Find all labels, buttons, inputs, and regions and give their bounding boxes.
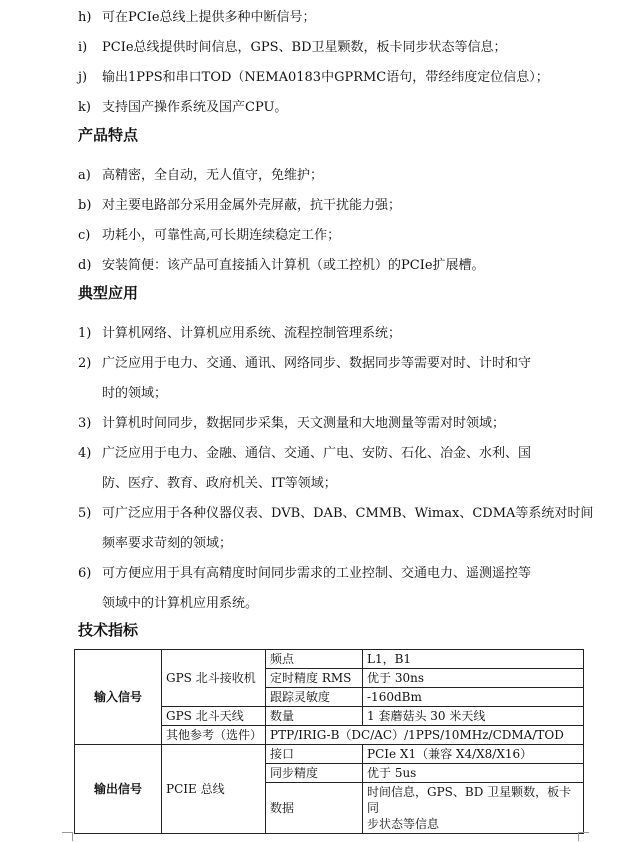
list-item: b) 对主要电路部分采用金属外壳屏蔽，抗干扰能力强；	[78, 198, 402, 213]
table-cell: PTP/IRIG-B（DC/AC）/1PPS/10MHz/CDMA/TOD	[266, 726, 584, 745]
list-item: j) 输出1PPS和串口TOD（NEMA0183中GPRMC语句，带经纬度定位信息）；	[78, 70, 549, 85]
list-item-continuation: 时的领域；	[102, 386, 168, 401]
list-item: d) 安装简便：该产品可直接插入计算机（或工控机）的PCIe扩展槽。	[78, 258, 485, 273]
table-cell: -160dBm	[363, 688, 584, 707]
list-item-continuation: 领域中的计算机应用系统。	[102, 596, 259, 611]
table-cell: L1，B1	[363, 650, 584, 669]
table-cell-line: 时间信息，GPS、BD 卫星颗数，板卡同	[367, 785, 572, 815]
table-group-label: 输出信号	[75, 745, 162, 834]
table-group-label: 输入信号	[75, 650, 162, 745]
table-cell: 跟踪灵敏度	[266, 688, 363, 707]
table-subgroup-label: PCIE 总线	[162, 745, 266, 834]
list-item: 1) 计算机网络、计算机应用系统、流程控制管理系统；	[78, 326, 402, 341]
list-item-continuation: 防、医疗、教育、政府机关、IT等领域；	[102, 476, 337, 491]
section-heading-specs: 技术指标	[78, 621, 139, 639]
table-subgroup-label: GPS 北斗天线	[162, 707, 266, 726]
list-item: 6) 可方便应用于具有高精度时间同步需求的工业控制、交通电力、遥测遥控等	[78, 566, 532, 581]
table-cell: 优于 5us	[363, 764, 584, 783]
table-cell: 频点	[266, 650, 363, 669]
page-corner-mark	[62, 832, 73, 841]
table-cell: PCIe X1（兼容 X4/X8/X16）	[363, 745, 584, 764]
table-cell-line: 步状态等信息	[367, 817, 440, 831]
list-item: i) PCIe总线提供时间信息，GPS、BD卫星颗数，板卡同步状态等信息；	[78, 40, 507, 55]
table-cell: 接口	[266, 745, 363, 764]
table-cell: 数量	[266, 707, 363, 726]
list-item: 5) 可广泛应用于各种仪器仪表、DVB、DAB、CMMB、Wimax、CDMA等系统对时间	[78, 506, 594, 521]
table-cell: 同步精度	[266, 764, 363, 783]
table-cell: 1 套蘑菇头 30 米天线	[363, 707, 584, 726]
table-cell	[363, 783, 584, 834]
list-item: a) 高精密，全自动，无人值守，免维护；	[78, 168, 324, 183]
section-heading-product: 产品特点	[78, 126, 139, 144]
list-item: 2) 广泛应用于电力、交通、通讯、网络同步、数据同步等需要对时、计时和守	[78, 356, 532, 371]
list-item: 4) 广泛应用于电力、金融、通信、交通、广电、安防、石化、冶金、水利、国	[78, 446, 532, 461]
page-corner-mark	[578, 832, 589, 841]
spec-table	[74, 649, 584, 834]
table-cell: 数据	[266, 783, 363, 834]
list-item: h) 可在PCIe总线上提供多种中断信号；	[78, 10, 316, 25]
table-subgroup-label: 其他参考（选件）	[162, 726, 266, 745]
list-item: 3) 计算机时间同步，数据同步采集，天文测量和大地测量等需对时领域；	[78, 416, 506, 431]
list-item: c) 功耗小，可靠性高,可长期连续稳定工作；	[78, 228, 341, 243]
table-cell: 优于 30ns	[363, 669, 584, 688]
list-item-continuation: 频率要求苛刻的领域；	[102, 536, 233, 551]
section-heading-applications: 典型应用	[78, 284, 139, 302]
list-item: k) 支持国产操作系统及国产CPU。	[78, 100, 288, 115]
table-cell: 定时精度 RMS	[266, 669, 363, 688]
table-subgroup-label: GPS 北斗接收机	[162, 650, 266, 707]
